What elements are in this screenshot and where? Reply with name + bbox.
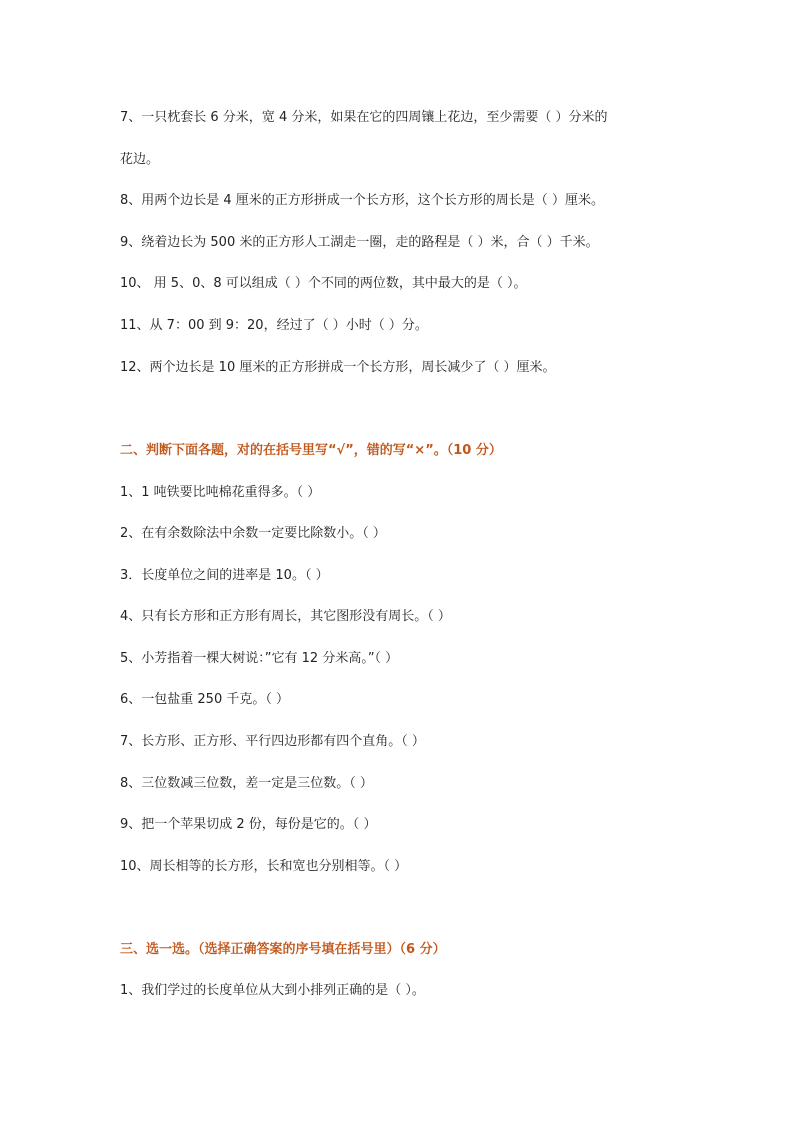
judge-item-6: 6、一包盐重 250 千克。（ ） bbox=[120, 692, 289, 707]
judge-item-1: 1、1 吨铁要比吨棉花重得多。（ ） bbox=[120, 485, 321, 500]
fill-item-9: 9、绕着边长为 500 米的正方形人工湖走一圈，走的路程是（ ）米，合（ ）千米。 bbox=[120, 235, 599, 250]
fill-item-8: 8、用两个边长是 4 厘米的正方形拼成一个长方形，这个长方形的周长是（ ）厘米。 bbox=[120, 193, 604, 208]
judge-item-4: 4、只有长方形和正方形有周长，其它图形没有周长。（ ） bbox=[120, 609, 451, 624]
judge-item-10: 10、周长相等的长方形，长和宽也分别相等。（ ） bbox=[120, 859, 408, 874]
fill-item-11: 11、从 7：00 到 9：20，经过了（ ）小时（ ）分。 bbox=[120, 318, 428, 333]
fill-item-7-line-1: 7、一只枕套长 6 分米，宽 4 分米，如果在它的四周镶上花边，至少需要（ ）分米的 bbox=[120, 110, 608, 125]
judge-item-5: 5、小芳指着一棵大树说：”它有 12 分米高。”（ ） bbox=[120, 651, 399, 666]
judge-item-8: 8、三位数减三位数，差一定是三位数。（ ） bbox=[120, 776, 373, 791]
choice-item-1: 1、我们学过的长度单位从大到小排列正确的是（ ）。 bbox=[120, 983, 425, 998]
judge-item-7: 7、长方形、正方形、平行四边形都有四个直角。（ ） bbox=[120, 734, 425, 749]
judge-item-9: 9、把一个苹果切成 2 份，每份是它的。（ ） bbox=[120, 817, 377, 832]
fill-item-12: 12、两个边长是 10 厘米的正方形拼成一个长方形，周长减少了（ ）厘米。 bbox=[120, 360, 556, 375]
judge-item-3: 3．长度单位之间的进率是 10。（ ） bbox=[120, 568, 329, 583]
fill-item-7-line-2: 花边。 bbox=[120, 152, 160, 167]
fill-item-10: 10、 用 5、0、8 可以组成（ ）个不同的两位数，其中最大的是（ ）。 bbox=[120, 276, 527, 291]
judge-item-2: 2、在有余数除法中余数一定要比除数小。（ ） bbox=[120, 526, 386, 541]
section-three-heading: 三、选一选。（选择正确答案的序号填在括号里）（6 分） bbox=[120, 942, 446, 957]
section-two-heading: 二、判断下面各题，对的在括号里写“√”，错的写“×”。（10 分） bbox=[120, 443, 502, 458]
